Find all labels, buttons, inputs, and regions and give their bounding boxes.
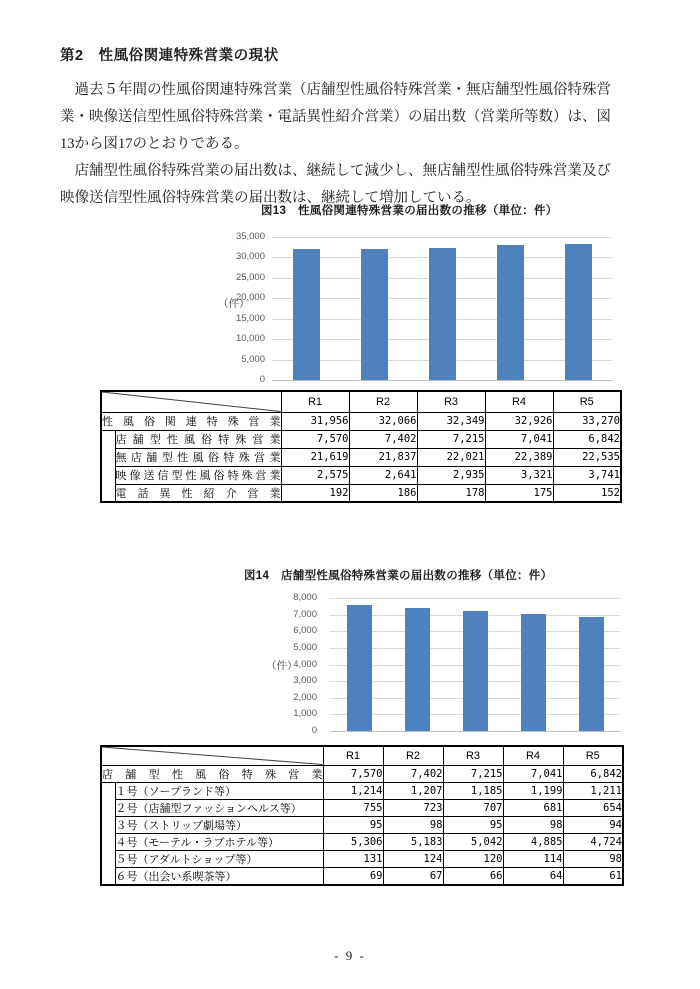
chart-bar-R3 bbox=[429, 248, 456, 380]
value-cell: 120 bbox=[443, 850, 503, 867]
value-cell: 98 bbox=[563, 850, 623, 867]
value-cell: 95 bbox=[323, 816, 383, 833]
y-axis-tick-label: 7,000 bbox=[293, 608, 317, 620]
section-heading: 第2 性風俗関連特殊営業の現状 bbox=[60, 48, 279, 64]
chart-bar-R2 bbox=[405, 608, 430, 731]
indent-spacer-cell bbox=[101, 782, 115, 885]
y-axis-tick-label: 8,000 bbox=[293, 592, 317, 603]
value-cell: 114 bbox=[503, 850, 563, 867]
value-cell: 152 bbox=[553, 484, 621, 502]
value-cell: 5,183 bbox=[383, 833, 443, 850]
table-row bbox=[101, 466, 621, 484]
value-cell: 5,306 bbox=[323, 833, 383, 850]
value-cell: 7,570 bbox=[323, 765, 383, 782]
y-axis-tick-label: 15,000 bbox=[235, 312, 265, 324]
chart-bar-R4 bbox=[521, 614, 546, 731]
y-axis-tick-label: 5,000 bbox=[293, 641, 317, 653]
table-header-row bbox=[101, 391, 621, 412]
value-cell: 4,724 bbox=[563, 833, 623, 850]
table-row bbox=[101, 850, 623, 867]
value-cell: 7,402 bbox=[349, 430, 417, 448]
value-cell: 6,842 bbox=[563, 765, 623, 782]
y-axis-tick-label: 4,000 bbox=[293, 658, 317, 670]
value-cell: 61 bbox=[563, 867, 623, 885]
y-axis-tick-label: 10,000 bbox=[235, 333, 265, 345]
chart-bar-R1 bbox=[293, 249, 320, 380]
y-axis-tick-label: 3,000 bbox=[293, 675, 317, 687]
row-label: 無店舗型性風俗特殊営業 bbox=[115, 448, 281, 466]
table-row bbox=[101, 430, 621, 448]
table-row bbox=[101, 782, 623, 799]
column-header-R3: R3 bbox=[417, 391, 485, 412]
value-cell: 7,041 bbox=[485, 430, 553, 448]
column-header-R4: R4 bbox=[503, 746, 563, 765]
row-label: ２号（店舗型ファッションヘルス等） bbox=[115, 799, 323, 816]
value-cell: 22,535 bbox=[553, 448, 621, 466]
table-row bbox=[101, 799, 623, 816]
y-axis-tick-label: 20,000 bbox=[235, 292, 265, 304]
value-cell: 69 bbox=[323, 867, 383, 885]
y-axis-tick-label: 30,000 bbox=[235, 251, 265, 263]
chart-bar-R2 bbox=[361, 249, 388, 380]
value-cell: 1,214 bbox=[323, 782, 383, 799]
value-cell: 1,211 bbox=[563, 782, 623, 799]
row-label: 性風俗関連特殊営業 bbox=[101, 412, 281, 430]
table-row bbox=[101, 833, 623, 850]
x-axis-line bbox=[330, 731, 620, 732]
value-cell: 2,935 bbox=[417, 466, 485, 484]
column-header-R2: R2 bbox=[383, 746, 443, 765]
paragraph-line: 業・映像送信型性風俗特殊営業・電話異性紹介営業）の届出数（営業所等数）は、図 bbox=[60, 109, 611, 125]
table-header-row bbox=[101, 746, 623, 765]
y-axis-tick-label: 5,000 bbox=[241, 353, 265, 365]
chart-bar-R5 bbox=[579, 617, 604, 731]
y-axis-tick-label: 35,000 bbox=[235, 231, 265, 242]
value-cell: 7,215 bbox=[417, 430, 485, 448]
y-axis-unit-label: （件） bbox=[218, 298, 250, 310]
value-cell: 22,021 bbox=[417, 448, 485, 466]
value-cell: 32,349 bbox=[417, 412, 485, 430]
column-header-R1: R1 bbox=[323, 746, 383, 765]
table-row bbox=[101, 412, 621, 430]
value-cell: 94 bbox=[563, 816, 623, 833]
value-cell: 681 bbox=[503, 799, 563, 816]
chart-bar-R4 bbox=[497, 245, 524, 380]
paragraph-line: 映像送信型性風俗特殊営業の届出数は、継続して増加している。 bbox=[60, 190, 481, 206]
value-cell: 707 bbox=[443, 799, 503, 816]
value-cell: 7,215 bbox=[443, 765, 503, 782]
diagonal-line bbox=[102, 747, 323, 765]
table-row bbox=[101, 484, 621, 502]
diagonal-line bbox=[102, 392, 281, 412]
y-axis-tick-label: 25,000 bbox=[235, 271, 265, 283]
paragraph-1 bbox=[60, 77, 648, 158]
value-cell: 3,741 bbox=[553, 466, 621, 484]
value-cell: 32,066 bbox=[349, 412, 417, 430]
value-cell: 3,321 bbox=[485, 466, 553, 484]
value-cell: 95 bbox=[443, 816, 503, 833]
value-cell: 186 bbox=[349, 484, 417, 502]
row-label: 電話異性紹介営業 bbox=[115, 484, 281, 502]
value-cell: 6,842 bbox=[553, 430, 621, 448]
y-axis-unit-label: （件） bbox=[266, 660, 298, 672]
value-cell: 1,185 bbox=[443, 782, 503, 799]
diagonal-header-cell bbox=[101, 746, 323, 765]
value-cell: 21,619 bbox=[281, 448, 349, 466]
value-cell: 5,042 bbox=[443, 833, 503, 850]
chart-gridline bbox=[272, 237, 612, 238]
value-cell: 32,926 bbox=[485, 412, 553, 430]
indent-spacer-cell bbox=[101, 430, 115, 502]
value-cell: 98 bbox=[503, 816, 563, 833]
row-label: ４号（モーテル・ラブホテル等） bbox=[115, 833, 323, 850]
column-header-R5: R5 bbox=[563, 746, 623, 765]
value-cell: 2,575 bbox=[281, 466, 349, 484]
row-label: 店舗型性風俗特殊営業 bbox=[115, 430, 281, 448]
figure13-data-table bbox=[100, 390, 622, 503]
x-axis-line bbox=[272, 380, 612, 381]
y-axis-tick-label: 0 bbox=[311, 725, 317, 736]
paragraph-line: 過去５年間の性風俗関連特殊営業（店舗型性風俗特殊営業・無店舗型性風俗特殊営 bbox=[74, 82, 611, 98]
value-cell: 723 bbox=[383, 799, 443, 816]
value-cell: 31,956 bbox=[281, 412, 349, 430]
page-number: - 9 - bbox=[334, 948, 366, 963]
column-header-R1: R1 bbox=[281, 391, 349, 412]
row-label: ５号（アダルトショップ等） bbox=[115, 850, 323, 867]
y-axis-tick-label: 1,000 bbox=[293, 708, 317, 720]
value-cell: 1,199 bbox=[503, 782, 563, 799]
value-cell: 2,641 bbox=[349, 466, 417, 484]
figure13-title: 図13 性風俗関連特殊営業の届出数の推移（単位：件） bbox=[261, 205, 558, 217]
value-cell: 67 bbox=[383, 867, 443, 885]
value-cell: 4,885 bbox=[503, 833, 563, 850]
value-cell: 98 bbox=[383, 816, 443, 833]
value-cell: 66 bbox=[443, 867, 503, 885]
value-cell: 33,270 bbox=[553, 412, 621, 430]
chart-bar-R1 bbox=[347, 605, 372, 731]
paragraph-line: 店舗型性風俗特殊営業の届出数は、継続して減少し、無店舗型性風俗特殊営業及び bbox=[74, 163, 611, 179]
value-cell: 175 bbox=[485, 484, 553, 502]
chart-bar-R5 bbox=[565, 244, 592, 380]
value-cell: 1,207 bbox=[383, 782, 443, 799]
table-row bbox=[101, 448, 621, 466]
column-header-R3: R3 bbox=[443, 746, 503, 765]
value-cell: 64 bbox=[503, 867, 563, 885]
diagonal-header-cell bbox=[101, 391, 281, 412]
value-cell: 21,837 bbox=[349, 448, 417, 466]
value-cell: 7,041 bbox=[503, 765, 563, 782]
paragraph-line: 13から図17のとおりである。 bbox=[60, 136, 249, 152]
figure14-data-table bbox=[100, 745, 624, 886]
figure14-title: 図14 店舗型性風俗特殊営業の届出数の推移（単位：件） bbox=[244, 570, 553, 582]
value-cell: 7,570 bbox=[281, 430, 349, 448]
row-label: ６号（出会い系喫茶等） bbox=[115, 867, 323, 885]
chart-gridline bbox=[330, 598, 620, 599]
column-header-R2: R2 bbox=[349, 391, 417, 412]
value-cell: 654 bbox=[563, 799, 623, 816]
y-axis-tick-label: 0 bbox=[259, 374, 265, 385]
y-axis-tick-label: 2,000 bbox=[293, 691, 317, 703]
row-label: １号（ソープランド等） bbox=[115, 782, 323, 799]
column-header-R5: R5 bbox=[553, 391, 621, 412]
table-row bbox=[101, 765, 623, 782]
row-label: 店舗型性風俗特殊営業 bbox=[101, 765, 323, 782]
value-cell: 755 bbox=[323, 799, 383, 816]
value-cell: 178 bbox=[417, 484, 485, 502]
table-row bbox=[101, 816, 623, 833]
value-cell: 192 bbox=[281, 484, 349, 502]
column-header-R4: R4 bbox=[485, 391, 553, 412]
row-label: 映像送信型性風俗特殊営業 bbox=[115, 466, 281, 484]
value-cell: 7,402 bbox=[383, 765, 443, 782]
value-cell: 22,389 bbox=[485, 448, 553, 466]
chart-bar-R3 bbox=[463, 611, 488, 731]
row-label: ３号（ストリップ劇場等） bbox=[115, 816, 323, 833]
y-axis-tick-label: 6,000 bbox=[293, 625, 317, 637]
value-cell: 131 bbox=[323, 850, 383, 867]
value-cell: 124 bbox=[383, 850, 443, 867]
table-row bbox=[101, 867, 623, 885]
